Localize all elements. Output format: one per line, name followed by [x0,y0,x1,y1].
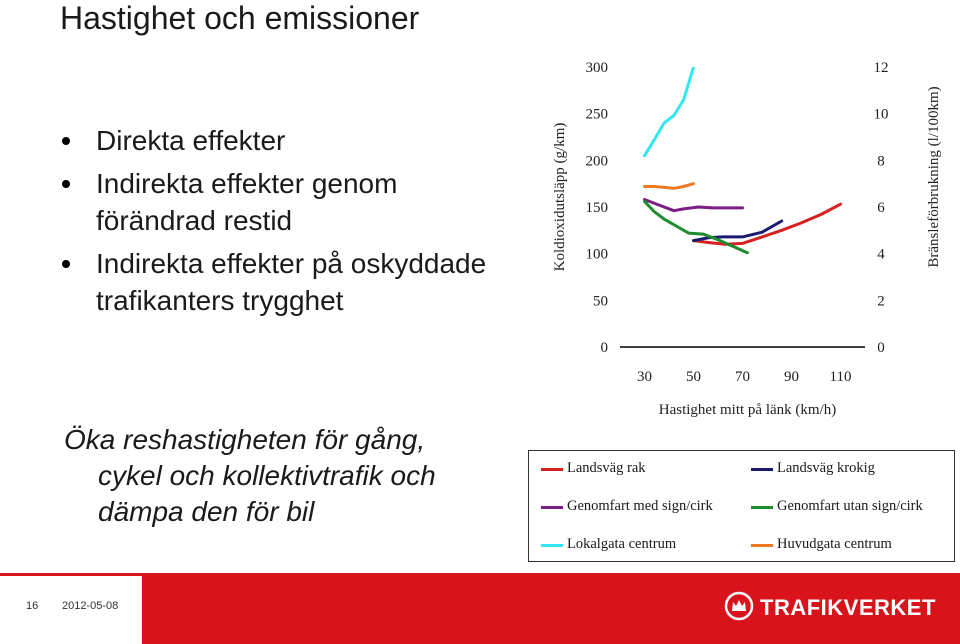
bullet-text: Indirekta effekter på oskyddade trafikanters trygghet [96,248,487,316]
series-line [645,67,694,156]
x-tick-label: 50 [686,369,701,385]
y2-tick-label: 12 [873,60,889,76]
y-tick-label: 200 [585,153,608,170]
legend-label: Landsväg krokig [777,460,875,476]
y2-tick-label: 2 [877,293,885,310]
page-number: 16 [26,600,39,612]
series-line [694,221,782,241]
legend-swatch [541,506,563,509]
footer-date: 2012-05-08 [62,600,119,612]
slide-title: Hastighet och emissioner [60,0,420,36]
legend-label: Genomfart utan sign/cirk [777,498,923,514]
x-tick-label: 70 [735,369,750,385]
y2-tick-label: 10 [873,106,889,123]
y-tick-label: 250 [585,106,608,123]
bullet-text: Indirekta effekter genom förändrad restid [96,168,398,236]
y2-tick-label: 6 [877,200,885,216]
y-tick-label: 0 [600,340,608,356]
callout-text [64,422,504,530]
callout-line: cykel och kollektivtrafik och [98,460,436,491]
legend-swatch [751,544,773,547]
bullet-item [60,122,500,159]
bullet-item [60,245,500,319]
bullet-list [60,122,500,325]
y2-tick-label: 0 [877,340,885,356]
y2-tick-label: 4 [877,246,885,263]
bullet-dot-icon [62,137,70,145]
brand-logo [760,595,936,621]
bullet-dot-icon [62,260,70,268]
bullet-item [60,165,500,239]
series-line [645,184,694,189]
callout-line: Öka reshastigheten för gång, [64,424,426,455]
emissions-chart [530,55,955,425]
legend-swatch [541,544,563,547]
legend-swatch [751,506,773,509]
legend-label: Genomfart med sign/cirk [567,498,713,514]
x-tick-label: 110 [829,369,852,385]
footer-info [0,573,142,644]
legend-label: Landsväg rak [567,460,646,476]
y2-axis-label: Bränsleförbrukning (l/100km) [926,86,942,268]
x-tick-label: 90 [784,369,799,385]
footer-bar [0,573,960,644]
legend-swatch [541,468,563,471]
y-tick-label: 50 [593,293,608,310]
bullet-text: Direkta effekter [96,125,286,156]
legend-label: Lokalgata centrum [567,536,677,552]
crown-logo-icon [724,591,754,621]
y-tick-label: 150 [585,200,608,216]
y-tick-label: 300 [585,60,608,76]
x-tick-label: 30 [637,369,652,385]
y-axis-label: Koldioxidutsläpp (g/km) [552,122,568,272]
series-line [645,200,743,211]
bullet-dot-icon [62,180,70,188]
y-tick-label: 100 [585,246,608,263]
chart-legend [528,450,955,562]
legend-swatch [751,468,773,471]
brand-name: TRAFIKVERKET [760,595,936,620]
legend-label: Huvudgata centrum [777,536,892,552]
y2-tick-label: 8 [877,153,885,170]
x-axis-label: Hastighet mitt på länk (km/h) [658,402,837,418]
callout-line: dämpa den för bil [98,496,315,527]
